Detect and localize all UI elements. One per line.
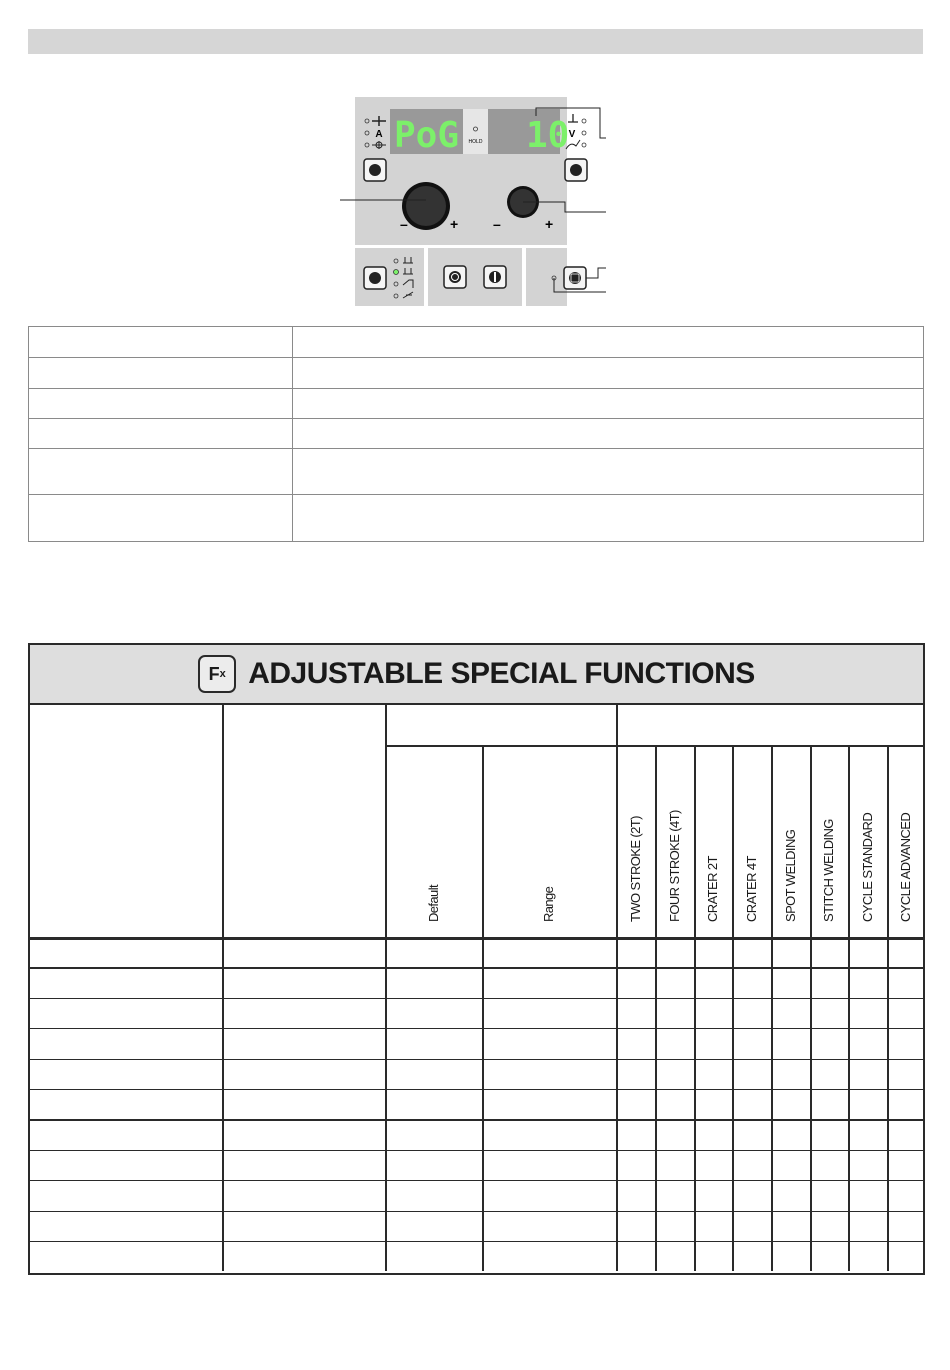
column-divider <box>810 745 812 1271</box>
column-header: TWO STROKE (2T) <box>627 816 643 922</box>
column-header: CRATER 2T <box>705 856 720 922</box>
right-display-readout: 10 <box>526 115 570 156</box>
svg-text:+: + <box>450 216 459 232</box>
table-title-bar <box>30 645 923 705</box>
row-divider <box>30 1119 925 1120</box>
column-header: CYCLE ADVANCED <box>898 812 913 922</box>
row-divider <box>30 1150 925 1151</box>
row-divider <box>30 1180 925 1181</box>
special-functions-table <box>28 643 925 1275</box>
description-table <box>28 326 924 542</box>
column-header: CRATER 4T <box>743 856 759 922</box>
row-divider <box>30 998 925 999</box>
column-header: FOUR STROKE (4T) <box>666 810 682 922</box>
column-header: STITCH WELDING <box>821 819 836 922</box>
svg-text:+: + <box>545 216 554 232</box>
column-divider <box>385 705 387 1271</box>
column-divider <box>848 745 850 1271</box>
row-divider <box>30 1089 925 1090</box>
column-divider <box>887 745 889 1271</box>
column-header: CYCLE STANDARD <box>859 812 875 922</box>
column-header: SPOT WELDING <box>782 829 798 922</box>
row-divider <box>30 967 925 968</box>
column-header: Range <box>541 886 556 922</box>
column-divider <box>482 745 484 1271</box>
hold-label: HOLD <box>468 139 483 145</box>
row-divider <box>30 1028 925 1029</box>
control-panel-diagram <box>330 92 620 314</box>
row-divider <box>30 1211 925 1212</box>
table-title: ADJUSTABLE SPECIAL FUNCTIONS <box>248 657 755 690</box>
header-bar <box>28 29 923 54</box>
ampere-unit: A <box>375 129 383 140</box>
svg-text:–: – <box>400 216 408 232</box>
column-divider <box>694 745 696 1271</box>
left-display-readout: PoG <box>394 115 460 156</box>
header-divider <box>385 745 925 747</box>
row-divider <box>30 1059 925 1060</box>
row-divider <box>30 1241 925 1242</box>
svg-text:–: – <box>493 216 501 232</box>
column-divider <box>222 705 224 1271</box>
column-divider <box>732 745 734 1271</box>
column-header: Default <box>425 885 441 922</box>
volt-unit: V <box>568 129 576 140</box>
column-divider <box>616 705 618 1271</box>
header-bottom-rule <box>30 937 925 940</box>
column-divider <box>771 745 773 1271</box>
fx-icon: F x <box>198 655 236 693</box>
column-divider <box>655 745 657 1271</box>
